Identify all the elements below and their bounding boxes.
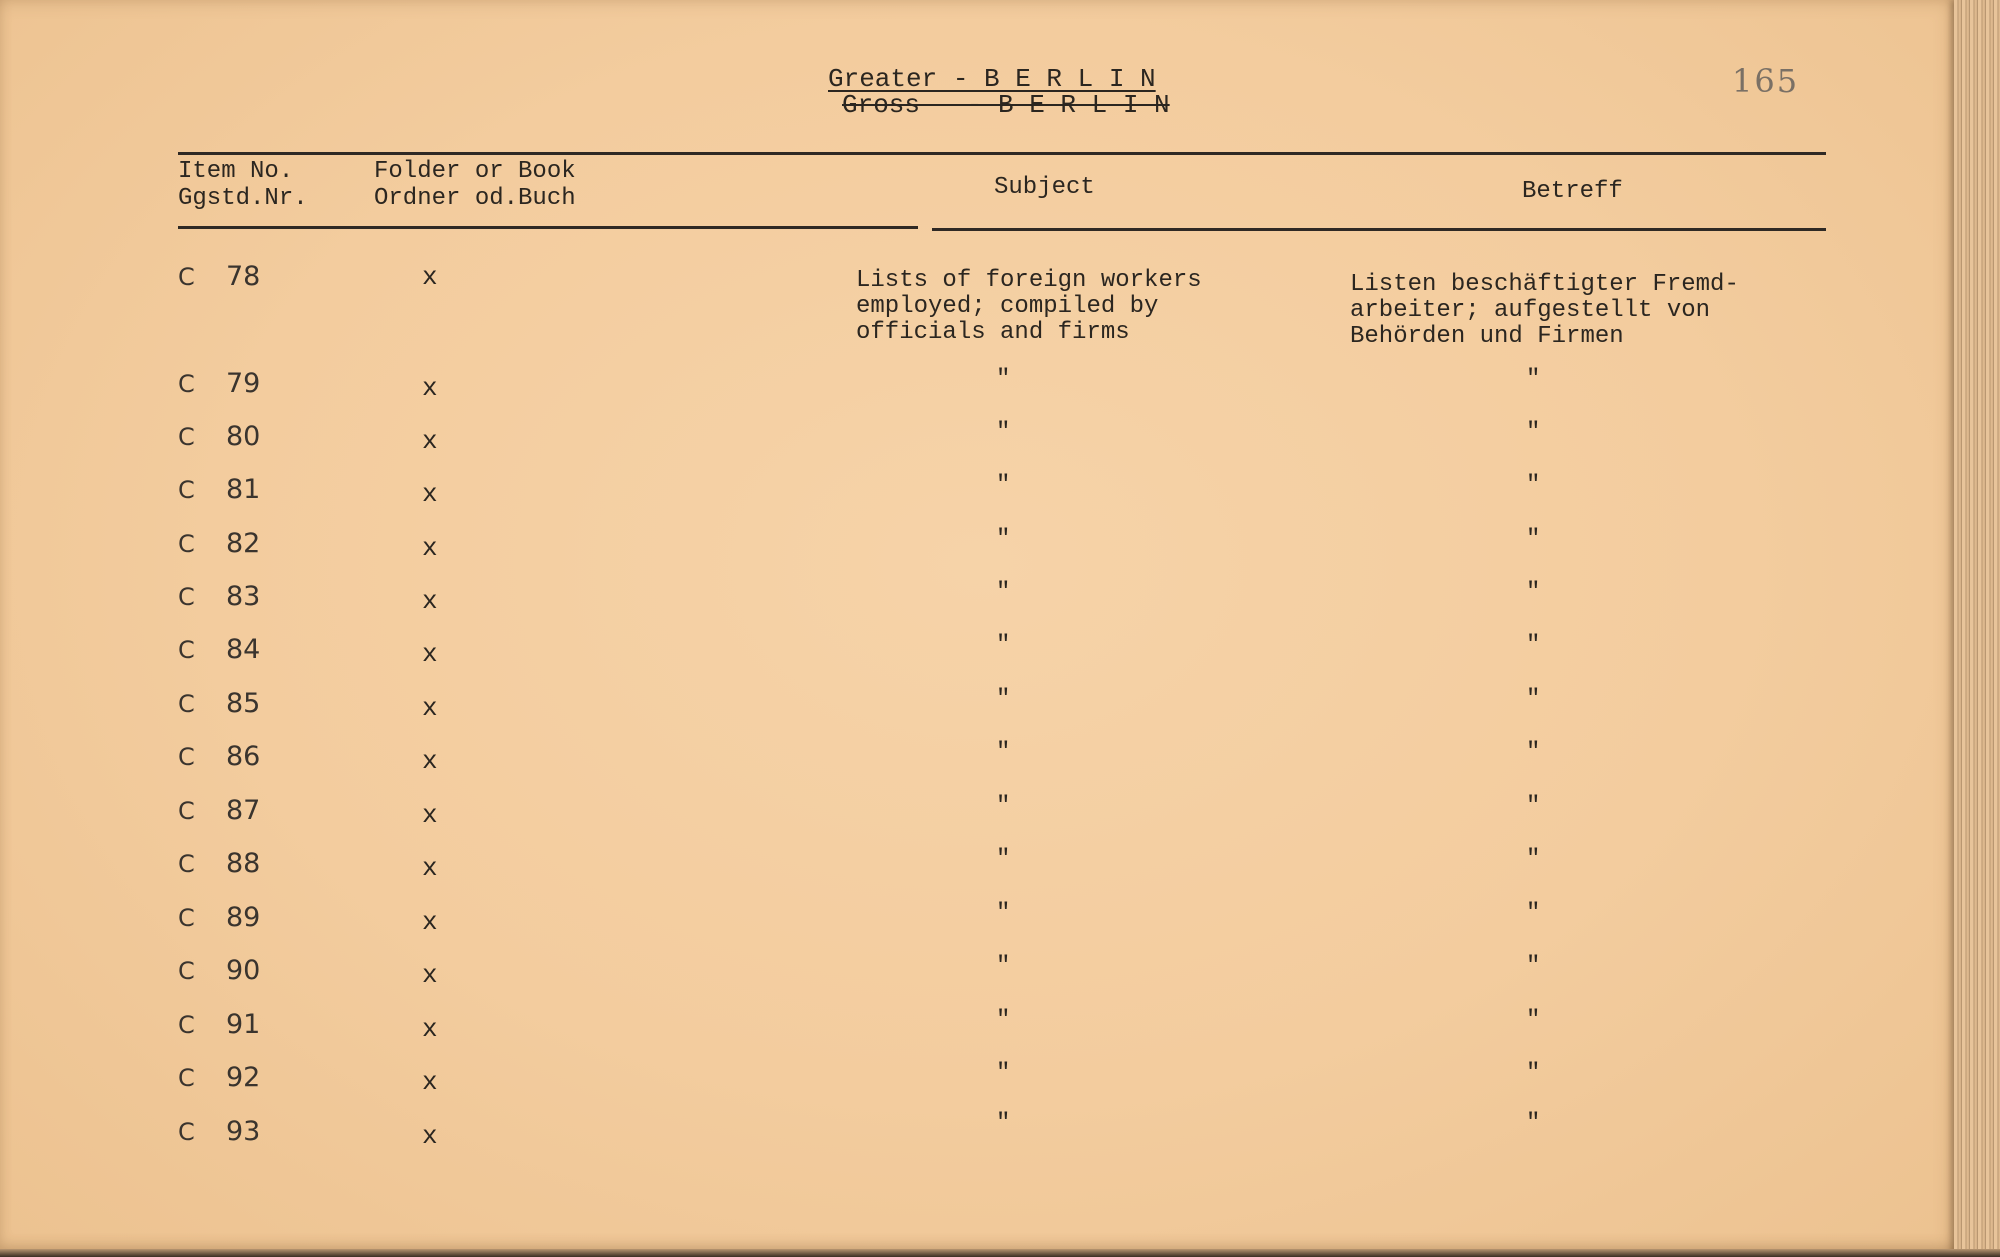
folder-mark: x [422, 373, 438, 403]
folder-mark: x [422, 533, 438, 563]
table-row [0, 900, 1960, 945]
table-row [0, 632, 1960, 677]
table-row [0, 366, 1960, 411]
folder-mark: x [422, 1067, 438, 1097]
column-header-item-no-de: Ggstd.Nr. [178, 185, 308, 212]
item-number: 81 [226, 474, 261, 505]
item-prefix: C [178, 476, 195, 504]
item-number: 93 [226, 1116, 261, 1147]
item-prefix: C [178, 530, 195, 558]
item-prefix: C [178, 904, 195, 932]
table-row [0, 739, 1960, 784]
item-prefix: C [178, 957, 195, 985]
subject-ditto: " [996, 419, 1011, 446]
item-number: 79 [226, 368, 261, 399]
item-number: 80 [226, 421, 261, 452]
column-header-folder-en: Folder or Book [374, 158, 576, 185]
item-prefix: C [178, 423, 195, 451]
column-header-folder-de: Ordner od.Buch [374, 185, 576, 212]
table-row [0, 526, 1960, 571]
table-row [0, 1060, 1960, 1105]
folder-mark: x [422, 853, 438, 883]
book-page-edges [1954, 0, 2000, 1257]
table-row [0, 261, 1960, 304]
subject-ditto: " [996, 366, 1011, 393]
item-prefix: C [178, 743, 195, 771]
table-row [0, 846, 1960, 891]
item-prefix: C [178, 850, 195, 878]
header-bottom-rule-left [178, 226, 918, 229]
column-header-betreff: Betreff [1522, 178, 1623, 205]
folder-mark: x [422, 479, 438, 509]
item-prefix: C [178, 636, 195, 664]
table-row [0, 1110, 1960, 1159]
subject-line: Lists of foreign workers [856, 267, 1202, 294]
header-top-rule [178, 152, 1826, 155]
subject-ditto: " [996, 526, 1011, 553]
folder-mark: x [422, 907, 438, 937]
betreff-ditto: " [1526, 793, 1541, 820]
betreff-ditto: " [1526, 1007, 1541, 1034]
betreff-ditto: " [1526, 526, 1541, 553]
item-number: 78 [226, 261, 261, 292]
item-number: 82 [226, 528, 261, 559]
subject-ditto: " [996, 632, 1011, 659]
subject-ditto: " [996, 1060, 1011, 1087]
subject-ditto: " [996, 472, 1011, 499]
column-header-folder [374, 158, 576, 212]
item-prefix: C [178, 1064, 195, 1092]
item-prefix: C [178, 263, 195, 291]
folder-mark: x [422, 426, 438, 456]
betreff-ditto: " [1526, 1110, 1541, 1137]
item-number: 90 [226, 955, 261, 986]
betreff-ditto: " [1526, 686, 1541, 713]
subject-ditto: " [996, 1110, 1011, 1137]
subject-line: officials and firms [856, 319, 1130, 346]
folder-mark: x [422, 586, 438, 616]
betreff-line: arbeiter; aufgestellt von [1350, 297, 1711, 324]
subject-ditto: " [996, 579, 1011, 606]
subject-ditto: " [996, 1007, 1011, 1034]
subject-ditto: " [996, 846, 1011, 873]
table-row [0, 793, 1960, 838]
betreff-ditto: " [1526, 953, 1541, 980]
betreff-ditto: " [1526, 846, 1541, 873]
item-number: 85 [226, 688, 261, 719]
betreff-ditto: " [1526, 579, 1541, 606]
column-header-item-no-en: Item No. [178, 158, 294, 185]
folder-mark: x [422, 1121, 438, 1151]
item-number: 91 [226, 1009, 261, 1040]
table-row [0, 1007, 1960, 1052]
subject-ditto: " [996, 793, 1011, 820]
betreff-line: Behörden und Firmen [1350, 323, 1624, 350]
betreff-ditto: " [1526, 1060, 1541, 1087]
folder-mark: x [422, 960, 438, 990]
title-english: Greater - B E R L I N [828, 64, 1156, 94]
betreff-ditto: " [1526, 900, 1541, 927]
betreff-ditto: " [1526, 419, 1541, 446]
item-number: 84 [226, 634, 261, 665]
item-prefix: C [178, 1011, 195, 1039]
subject-line: employed; compiled by [856, 293, 1159, 320]
item-prefix: C [178, 1118, 195, 1146]
folder-mark: x [422, 800, 438, 830]
folder-mark: x [422, 1014, 438, 1044]
item-prefix: C [178, 370, 195, 398]
table-row [0, 472, 1960, 517]
item-number: 87 [226, 795, 261, 826]
betreff-ditto: " [1526, 632, 1541, 659]
header-bottom-rule-right [932, 228, 1826, 231]
betreff-ditto: " [1526, 739, 1541, 766]
item-number: 89 [226, 902, 261, 933]
folder-mark: x [422, 262, 438, 292]
page-title [828, 64, 1170, 120]
subject-ditto: " [996, 739, 1011, 766]
folder-mark: x [422, 693, 438, 723]
item-number: 88 [226, 848, 261, 879]
betreff-line: Listen beschäftigter Fremd- [1350, 271, 1739, 298]
table-row [0, 579, 1960, 624]
betreff-ditto: " [1526, 472, 1541, 499]
table-row [0, 953, 1960, 998]
table-row [0, 419, 1960, 464]
title-german: Gross - B E R L I N [842, 90, 1170, 120]
item-number: 86 [226, 741, 261, 772]
book-bottom-edge [0, 1249, 2000, 1257]
item-prefix: C [178, 583, 195, 611]
item-number: 92 [226, 1062, 261, 1093]
betreff-ditto: " [1526, 366, 1541, 393]
subject-ditto: " [996, 900, 1011, 927]
subject-ditto: " [996, 686, 1011, 713]
table-row [0, 686, 1960, 731]
item-prefix: C [178, 690, 195, 718]
subject-ditto: " [996, 953, 1011, 980]
page-number: 165 [1732, 62, 1800, 100]
item-prefix: C [178, 797, 195, 825]
column-header-item-no [178, 158, 308, 212]
column-header-subject: Subject [994, 174, 1095, 201]
folder-mark: x [422, 746, 438, 776]
folder-mark: x [422, 639, 438, 669]
item-number: 83 [226, 581, 261, 612]
